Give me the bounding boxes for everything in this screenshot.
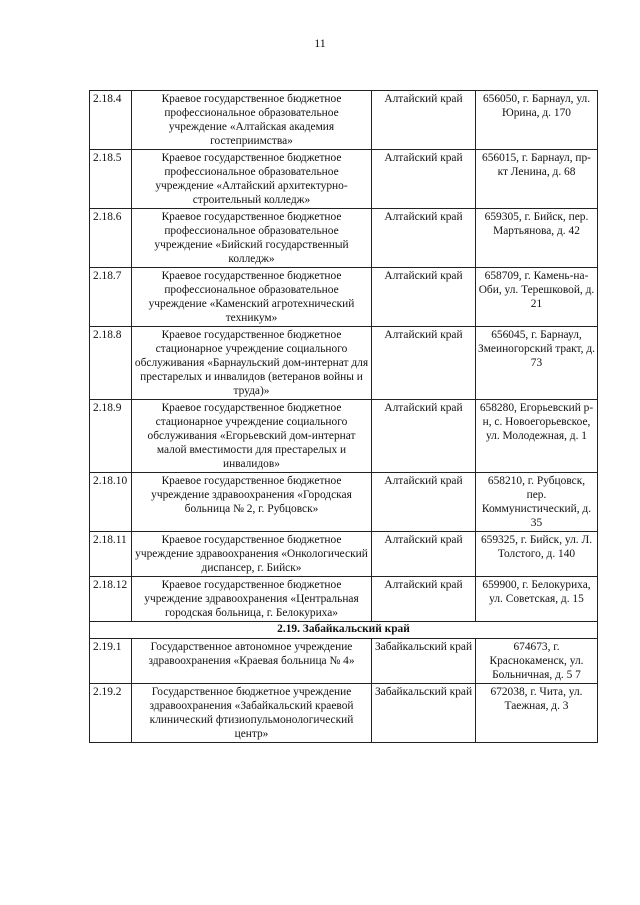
row-number: 2.18.11 — [90, 532, 132, 577]
address: 656045, г. Барнаул, Змеиногорский тракт, д. 73 — [476, 327, 598, 400]
row-number: 2.18.8 — [90, 327, 132, 400]
institution-name: Краевое государственное бюджетное учреждение здравоохранения «Центральная городская больница, г. Белокуриха» — [132, 577, 372, 622]
table-row — [90, 150, 598, 209]
table-row — [90, 473, 598, 532]
page-number: 11 — [314, 36, 326, 50]
row-number: 2.18.9 — [90, 400, 132, 473]
row-number: 2.18.6 — [90, 209, 132, 268]
institution-name: Краевое государственное бюджетное учреждение здравоохранения «Онкологический диспансер, г. Бийск» — [132, 532, 372, 577]
institution-name: Краевое государственное бюджетное стационарное учреждение социального обслуживания «Барнаульский дом-интернат для престарелых и инвалидов (ветеранов войны и труда)» — [132, 327, 372, 400]
region: Алтайский край — [372, 532, 476, 577]
table-row — [90, 684, 598, 743]
table-row — [90, 209, 598, 268]
institution-name: Краевое государственное бюджетное профессиональное образовательное учреждение «Алтайская академия гостеприимства» — [132, 91, 372, 150]
address: 658210, г. Рубцовск, пер. Коммунистический, д. 35 — [476, 473, 598, 532]
table-row — [90, 268, 598, 327]
region: Алтайский край — [372, 473, 476, 532]
row-number: 2.18.4 — [90, 91, 132, 150]
address: 659325, г. Бийск, ул. Л. Толстого, д. 140 — [476, 532, 598, 577]
table-row — [90, 532, 598, 577]
institution-name: Краевое государственное бюджетное профессиональное образовательное учреждение «Алтайский архитектурно-строительный колледж» — [132, 150, 372, 209]
region: Забайкальский край — [372, 684, 476, 743]
table-row — [90, 327, 598, 400]
table-row — [90, 577, 598, 622]
section-title: 2.19. Забайкальский край — [90, 622, 598, 639]
row-number: 2.18.10 — [90, 473, 132, 532]
region: Алтайский край — [372, 400, 476, 473]
institution-name: Краевое государственное бюджетное профессиональное образовательное учреждение «Бийский государственный колледж» — [132, 209, 372, 268]
region: Алтайский край — [372, 268, 476, 327]
table-row — [90, 400, 598, 473]
region: Забайкальский край — [372, 639, 476, 684]
address: 656015, г. Барнаул, пр-кт Ленина, д. 68 — [476, 150, 598, 209]
table-row — [90, 639, 598, 684]
institution-name: Краевое государственное бюджетное стационарное учреждение социального обслуживания «Егорьевский дом-интернат малой вместимости для престарелых и инвалидов» — [132, 400, 372, 473]
row-number: 2.19.2 — [90, 684, 132, 743]
institution-name: Краевое государственное бюджетное учреждение здравоохранения «Городская больница № 2, г. Рубцовск» — [132, 473, 372, 532]
table-row — [90, 91, 598, 150]
region: Алтайский край — [372, 91, 476, 150]
row-number: 2.18.5 — [90, 150, 132, 209]
address: 656050, г. Барнаул, ул. Юрина, д. 170 — [476, 91, 598, 150]
region: Алтайский край — [372, 327, 476, 400]
row-number: 2.19.1 — [90, 639, 132, 684]
address: 674673, г. Краснокаменск, ул. Больничная, д. 5 7 — [476, 639, 598, 684]
address: 672038, г. Чита, ул. Таежная, д. 3 — [476, 684, 598, 743]
address: 659900, г. Белокуриха, ул. Советская, д. 15 — [476, 577, 598, 622]
region: Алтайский край — [372, 209, 476, 268]
row-number: 2.18.7 — [90, 268, 132, 327]
institution-name: Государственное бюджетное учреждение здравоохранения «Забайкальский краевой клинический фтизиопульмонологический центр» — [132, 684, 372, 743]
row-number: 2.18.12 — [90, 577, 132, 622]
section-header-row — [90, 622, 598, 639]
address: 658280, Егорьевский р-н, с. Новоегорьевское, ул. Молодежная, д. 1 — [476, 400, 598, 473]
region: Алтайский край — [372, 150, 476, 209]
address: 658709, г. Камень-на-Оби, ул. Терешковой, д. 21 — [476, 268, 598, 327]
region: Алтайский край — [372, 577, 476, 622]
institutions-table — [89, 90, 598, 743]
institution-name: Государственное автономное учреждение здравоохранения «Краевая больница № 4» — [132, 639, 372, 684]
address: 659305, г. Бийск, пер. Мартьянова, д. 42 — [476, 209, 598, 268]
institution-name: Краевое государственное бюджетное профессиональное образовательное учреждение «Каменский агротехнический техникум» — [132, 268, 372, 327]
